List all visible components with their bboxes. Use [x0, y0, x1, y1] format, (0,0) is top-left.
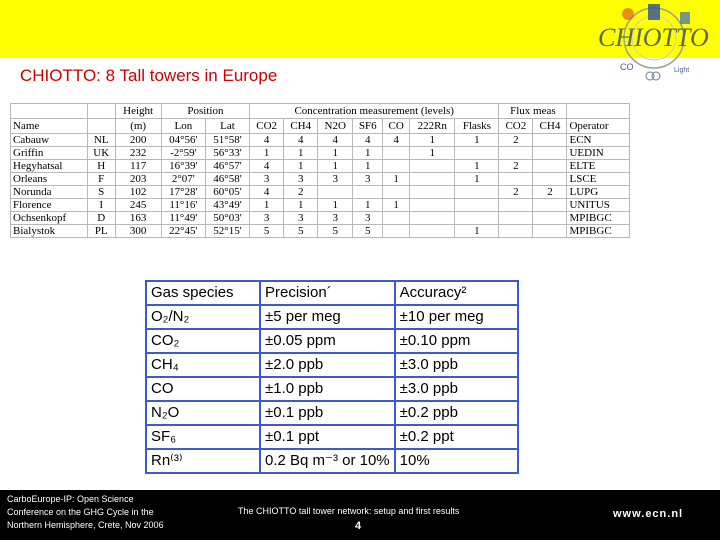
table-cell-species: N₂O: [146, 401, 260, 425]
table-cell: 1: [455, 225, 499, 238]
table-cell: LSCE: [567, 173, 630, 186]
footer-website-link[interactable]: www.ecn.nl: [613, 508, 684, 520]
table-cell: 4: [250, 186, 284, 199]
table-cell: [383, 186, 410, 199]
table-cell: 4: [250, 134, 284, 147]
table-cell: 1: [284, 199, 318, 212]
table-cell: 1: [250, 199, 284, 212]
table-cell: [410, 186, 455, 199]
table-row: [146, 377, 518, 401]
table-cell: 3: [250, 173, 284, 186]
accuracy-table-body: [146, 305, 518, 473]
table-cell-species: CO: [146, 377, 260, 401]
table-cell: 5: [250, 225, 284, 238]
table-cell: 2: [499, 186, 533, 199]
table-cell: 1: [410, 134, 455, 147]
table-cell: 2°07': [161, 173, 205, 186]
table-cell: [383, 225, 410, 238]
table-cell: [499, 147, 533, 160]
table-cell: [410, 173, 455, 186]
table-cell: 2: [284, 186, 318, 199]
table-row: [11, 173, 630, 186]
table-row: [11, 225, 630, 238]
table-cell-accuracy: 10%: [395, 449, 518, 473]
table-cell-precision: ±1.0 ppb: [260, 377, 395, 401]
table-cell: 3: [284, 173, 318, 186]
table-cell: 46°57': [205, 160, 249, 173]
table-cell: [410, 199, 455, 212]
table-cell: [455, 186, 499, 199]
footer-conference: CarboEurope-IP: Open Science Conference on the GHG Cycle in the Northern Hemisphere, Crete, Nov 2006: [7, 494, 164, 530]
table-row: [11, 199, 630, 212]
table-cell: [410, 225, 455, 238]
towers-table: [10, 103, 630, 238]
table-cell: 4: [250, 160, 284, 173]
table-cell-species: CO₂: [146, 329, 260, 353]
table-cell: 1: [318, 160, 353, 173]
table-cell-precision: ±0.1 ppb: [260, 401, 395, 425]
table-cell: 1: [455, 160, 499, 173]
table-cell: 3: [250, 212, 284, 225]
table-cell: 1: [455, 173, 499, 186]
table-cell: 1: [353, 147, 383, 160]
table-row: [11, 160, 630, 173]
table-row: [11, 186, 630, 199]
table-cell: 56°33': [205, 147, 249, 160]
table-cell-species: SF₆: [146, 425, 260, 449]
table-cell: [383, 160, 410, 173]
page-number: 4: [355, 520, 362, 532]
table-cell: 4: [383, 134, 410, 147]
table-cell: MPIBGC: [567, 225, 630, 238]
table-cell: -2°59': [161, 147, 205, 160]
table-cell: 4: [353, 134, 383, 147]
towers-table-header: Name (m) Lon Lat CO2 CH4 N2O SF6 CO 222Rn Flasks CO2 CH4 Operator: [11, 119, 630, 134]
table-cell: H: [87, 160, 115, 173]
table-cell: 4: [318, 134, 353, 147]
table-cell: [383, 212, 410, 225]
table-cell: 200: [115, 134, 161, 147]
table-cell: D: [87, 212, 115, 225]
table-cell: [533, 160, 567, 173]
table-cell: 2: [533, 186, 567, 199]
table-cell: 203: [115, 173, 161, 186]
table-cell: 5: [318, 225, 353, 238]
table-cell: Cabauw: [11, 134, 88, 147]
table-row: [146, 425, 518, 449]
table-cell-accuracy: ±0.2 ppb: [395, 401, 518, 425]
table-cell: [455, 199, 499, 212]
table-cell: 117: [115, 160, 161, 173]
table-cell: UNITUS: [567, 199, 630, 212]
svg-text:CHIOTTO: CHIOTTO: [598, 23, 709, 52]
table-cell: UEDIN: [567, 147, 630, 160]
table-cell: 3: [318, 212, 353, 225]
table-cell: 50°03': [205, 212, 249, 225]
table-cell: 2: [499, 160, 533, 173]
table-cell: Griffin: [11, 147, 88, 160]
table-cell: [318, 186, 353, 199]
table-row: [11, 134, 630, 147]
table-cell: [499, 225, 533, 238]
table-cell: [533, 212, 567, 225]
table-cell: 60°05': [205, 186, 249, 199]
table-cell-species: O₂/N₂: [146, 305, 260, 329]
table-cell: 300: [115, 225, 161, 238]
table-cell: 51°58': [205, 134, 249, 147]
table-cell: 46°58': [205, 173, 249, 186]
table-cell: 4: [284, 134, 318, 147]
table-cell: 1: [383, 199, 410, 212]
table-cell: Norunda: [11, 186, 88, 199]
footer-presentation-title: The CHIOTTO tall tower network: setup and first results: [238, 506, 460, 516]
table-cell-precision: ±0.05 ppm: [260, 329, 395, 353]
table-cell: 1: [318, 147, 353, 160]
table-cell: 102: [115, 186, 161, 199]
table-cell: 04°56': [161, 134, 205, 147]
table-cell: S: [87, 186, 115, 199]
table-row: [11, 212, 630, 225]
table-cell: 3: [318, 173, 353, 186]
table-cell: PL: [87, 225, 115, 238]
towers-table-body: [11, 134, 630, 238]
table-cell: Bialystok: [11, 225, 88, 238]
table-cell-species: Rn⁽³⁾: [146, 449, 260, 473]
table-cell: 11°49': [161, 212, 205, 225]
table-cell: ELTE: [567, 160, 630, 173]
table-cell: 163: [115, 212, 161, 225]
table-cell: [455, 147, 499, 160]
table-cell: 17°28': [161, 186, 205, 199]
table-cell: 1: [410, 147, 455, 160]
table-cell: Hegyhatsal: [11, 160, 88, 173]
table-cell: I: [87, 199, 115, 212]
table-cell-precision: 0.2 Bq m⁻³ or 10%: [260, 449, 395, 473]
table-cell: 1: [318, 199, 353, 212]
table-cell: ECN: [567, 134, 630, 147]
table-cell: [499, 212, 533, 225]
table-cell: 1: [284, 147, 318, 160]
table-cell: LUPG: [567, 186, 630, 199]
table-cell: 5: [284, 225, 318, 238]
table-row: [146, 449, 518, 473]
chiotto-logo: [588, 0, 720, 88]
table-cell-precision: ±5 per meg: [260, 305, 395, 329]
table-cell: 5: [353, 225, 383, 238]
towers-table-header-top: Height Position Concentration measurement (levels) Flux meas: [11, 104, 630, 119]
table-cell: 1: [353, 199, 383, 212]
table-cell: Ochsenkopf: [11, 212, 88, 225]
table-cell: NL: [87, 134, 115, 147]
table-cell-accuracy: ±0.10 ppm: [395, 329, 518, 353]
table-cell-precision: ±2.0 ppb: [260, 353, 395, 377]
table-cell: 245: [115, 199, 161, 212]
table-cell-accuracy: ±3.0 ppb: [395, 377, 518, 401]
table-cell: [533, 199, 567, 212]
table-cell: [533, 173, 567, 186]
table-cell: [353, 186, 383, 199]
table-cell: Florence: [11, 199, 88, 212]
slide-title: CHIOTTO: 8 Tall towers in Europe: [20, 66, 278, 85]
table-cell: [533, 134, 567, 147]
table-cell: 1: [250, 147, 284, 160]
svg-text:CO: CO: [620, 62, 634, 72]
footer: [0, 490, 720, 540]
table-row: [146, 329, 518, 353]
table-cell-species: CH₄: [146, 353, 260, 377]
table-cell: [533, 147, 567, 160]
table-row: [146, 353, 518, 377]
svg-text:Light: Light: [674, 67, 690, 74]
table-cell: MPIBGC: [567, 212, 630, 225]
table-cell: 1: [353, 160, 383, 173]
table-row: [11, 147, 630, 160]
table-row: [146, 305, 518, 329]
table-cell-accuracy: ±0.2 ppt: [395, 425, 518, 449]
table-cell: 1: [383, 173, 410, 186]
table-cell: 3: [284, 212, 318, 225]
table-cell: 2: [499, 134, 533, 147]
table-cell: F: [87, 173, 115, 186]
table-cell: [383, 147, 410, 160]
table-row: [146, 401, 518, 425]
table-cell-precision: ±0.1 ppt: [260, 425, 395, 449]
table-cell: UK: [87, 147, 115, 160]
table-cell: 43°49': [205, 199, 249, 212]
table-cell: [410, 212, 455, 225]
table-cell: 1: [284, 160, 318, 173]
table-cell: 16°39': [161, 160, 205, 173]
accuracy-table-header: Gas species Precision´ Accuracy²: [146, 281, 518, 305]
table-cell: Orleans: [11, 173, 88, 186]
table-cell-accuracy: ±10 per meg: [395, 305, 518, 329]
table-cell: 3: [353, 173, 383, 186]
table-cell: [499, 199, 533, 212]
accuracy-table: [145, 280, 519, 474]
table-cell: [533, 225, 567, 238]
table-cell: 11°16': [161, 199, 205, 212]
table-cell: 3: [353, 212, 383, 225]
table-cell: [455, 212, 499, 225]
table-cell: 22°45': [161, 225, 205, 238]
table-cell: 52°15': [205, 225, 249, 238]
table-cell: 1: [455, 134, 499, 147]
table-cell: [499, 173, 533, 186]
table-cell: [410, 160, 455, 173]
table-cell: 232: [115, 147, 161, 160]
table-cell-accuracy: ±3.0 ppb: [395, 353, 518, 377]
